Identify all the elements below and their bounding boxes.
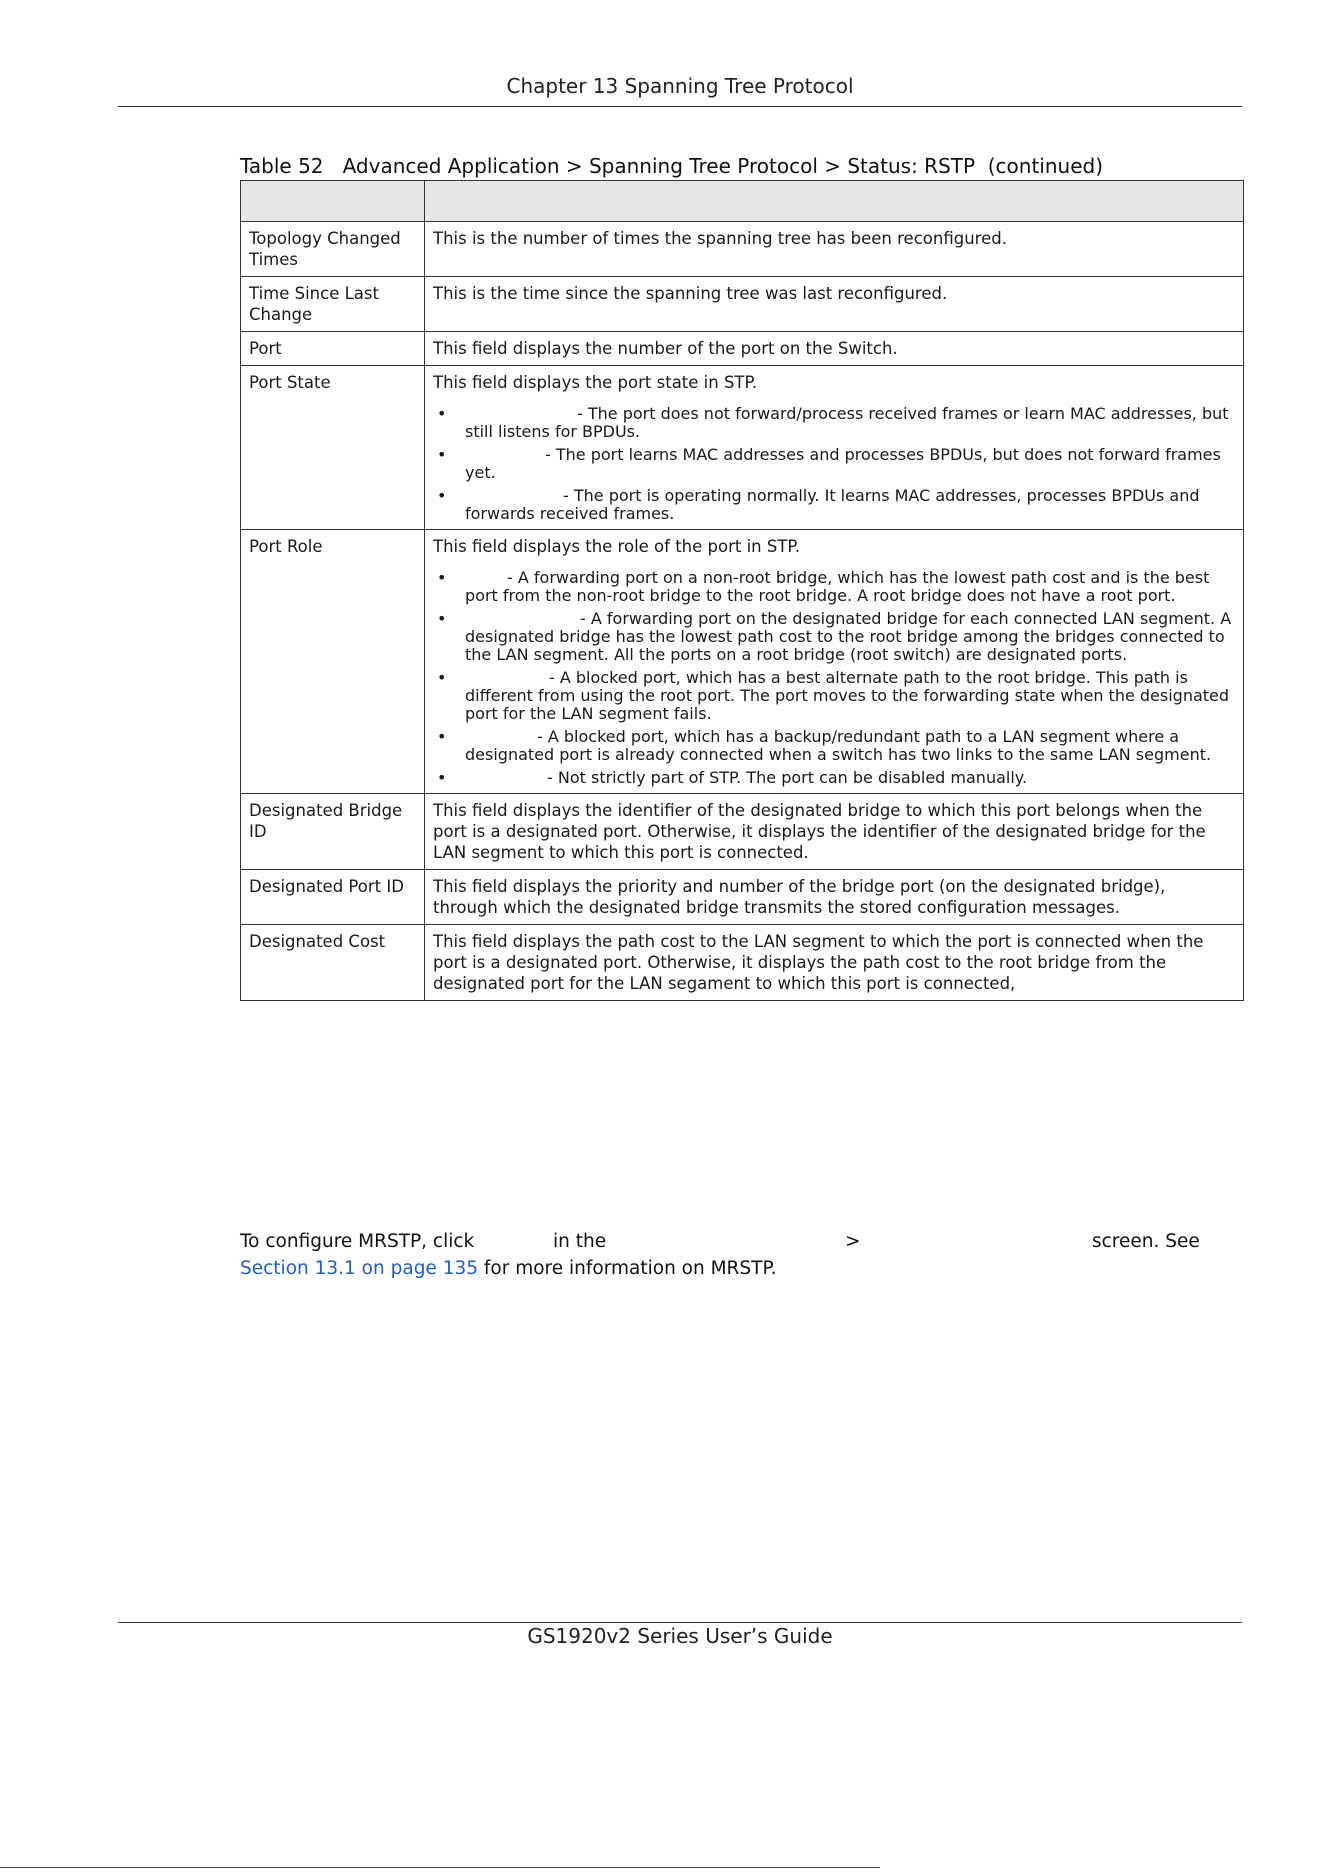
row-description — [425, 332, 1244, 366]
row-description-text: This field displays the role of the port in STP. — [433, 537, 801, 556]
row-description-text: This field displays the port state in STP. — [433, 373, 758, 392]
list-item — [433, 487, 1235, 523]
table-title: Table 52 Advanced Application > Spanning Tree Protocol > Status: RSTP (continued) — [240, 154, 1104, 178]
table-row — [241, 794, 1244, 870]
list-item-text: - The port is operating normally. It learns MAC addresses, processes BPDUs and forwards received frames. — [465, 486, 1200, 523]
row-label: Topology Changed Times — [241, 222, 425, 277]
bullet-icon: • — [437, 404, 447, 423]
row-description-text: This field displays the identifier of the designated bridge to which this port belongs when the port is a designated port. Otherwise, it displays the identifier of the designated bridge for the LAN segment to which this port is connected. — [433, 801, 1206, 862]
page-edge-line — [0, 1867, 880, 1868]
row-label: Time Since Last Change — [241, 277, 425, 332]
list-item — [433, 569, 1235, 605]
paragraph-text: for more information on MRSTP. — [478, 1258, 777, 1279]
row-label: Port Role — [241, 530, 425, 794]
paragraph-line — [240, 1228, 1245, 1255]
paragraph-line — [240, 1255, 1245, 1282]
paragraph-text: > — [845, 1231, 861, 1252]
list-item — [433, 769, 1235, 787]
row-description — [425, 530, 1244, 794]
list-item — [433, 610, 1235, 664]
paragraph-text: screen. See — [1092, 1231, 1200, 1252]
header-rule — [118, 106, 1242, 107]
bullet-icon: • — [437, 668, 447, 687]
table-row — [241, 870, 1244, 925]
list-item-text: - The port does not forward/process received frames or learn MAC addresses, but still listens for BPDUs. — [465, 404, 1229, 441]
table-row — [241, 277, 1244, 332]
row-description-text: This field displays the path cost to the LAN segment to which the port is connected when the port is a designated port. Otherwise, it displays the path cost to the root bridge from the designated port for the LAN segament to which this port is connected, — [433, 932, 1204, 993]
list-item-text: - A forwarding port on a non-root bridge, which has the lowest path cost and is the best port from the non-root bridge to the root bridge. A root bridge does not have a root port. — [465, 568, 1210, 605]
paragraph-text: To configure MRSTP, click — [240, 1231, 475, 1252]
list-item — [433, 728, 1235, 764]
page-header-chapter: Chapter 13 Spanning Tree Protocol — [506, 74, 854, 98]
row-label: Designated Port ID — [241, 870, 425, 925]
port-role-list — [433, 569, 1235, 787]
page-footer-guide: GS1920v2 Series User’s Guide — [527, 1624, 833, 1648]
bullet-icon: • — [437, 445, 447, 464]
row-label: Designated Bridge ID — [241, 794, 425, 870]
row-description — [425, 277, 1244, 332]
table-header-row — [241, 181, 1244, 222]
row-description-text: This is the time since the spanning tree was last reconfigured. — [433, 284, 948, 303]
bullet-icon: • — [437, 609, 447, 628]
table-row — [241, 530, 1244, 794]
table-header-label — [241, 181, 425, 222]
list-item-text: - A forwarding port on the designated bridge for each connected LAN segment. A designated bridge has the lowest path cost to the root bridge among the bridges connected to the LAN segment. All the ports on a root bridge (root switch) are designated ports. — [465, 609, 1232, 664]
bullet-icon: • — [437, 568, 447, 587]
port-state-list — [433, 405, 1235, 523]
paragraph-text: in the — [553, 1231, 607, 1252]
row-label: Port — [241, 332, 425, 366]
bullet-icon: • — [437, 486, 447, 505]
bullet-icon: • — [437, 727, 447, 746]
row-description — [425, 870, 1244, 925]
list-item-text: - Not strictly part of STP. The port can be disabled manually. — [547, 768, 1028, 787]
row-description — [425, 222, 1244, 277]
list-item — [433, 446, 1235, 482]
table-row — [241, 366, 1244, 530]
row-label: Port State — [241, 366, 425, 530]
row-description-text: This field displays the number of the port on the Switch. — [433, 339, 898, 358]
list-item-text: - A blocked port, which has a backup/redundant path to a LAN segment where a designated port is already connected when a switch has two links to the same LAN segment. — [465, 727, 1212, 764]
status-table — [240, 180, 1244, 1001]
list-item — [433, 669, 1235, 723]
table-row — [241, 332, 1244, 366]
list-item-text: - The port learns MAC addresses and processes BPDUs, but does not forward frames yet. — [465, 445, 1221, 482]
bullet-icon: • — [437, 768, 447, 787]
table-row — [241, 222, 1244, 277]
table-header-description — [425, 181, 1244, 222]
list-item — [433, 405, 1235, 441]
section-link[interactable]: Section 13.1 on page 135 — [240, 1258, 479, 1279]
row-description — [425, 794, 1244, 870]
row-description-text: This is the number of times the spanning tree has been reconfigured. — [433, 229, 1007, 248]
row-description — [425, 925, 1244, 1001]
table-row — [241, 925, 1244, 1001]
list-item-text: - A blocked port, which has a best alternate path to the root bridge. This path is different from using the root port. The port moves to the forwarding state when the designated port for the LAN segment fails. — [465, 668, 1230, 723]
mrstp-paragraph — [240, 1228, 1245, 1282]
row-description — [425, 366, 1244, 530]
row-description-text: This field displays the priority and number of the bridge port (on the designated bridge), through which the designated bridge transmits the stored configuration messages. — [433, 877, 1166, 917]
row-label: Designated Cost — [241, 925, 425, 1001]
